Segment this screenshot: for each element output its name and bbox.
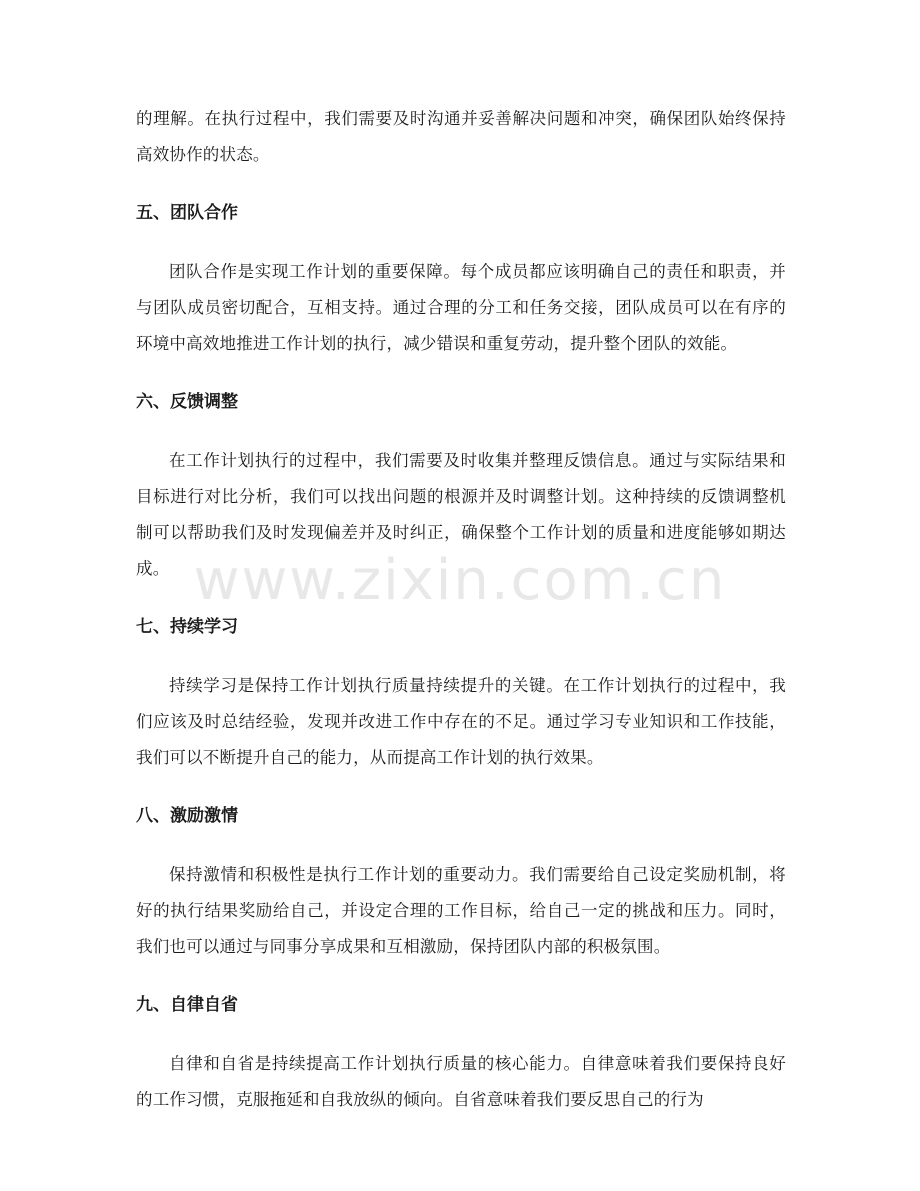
section-heading-9: 九、自律自省 <box>136 995 238 1015</box>
section-body-5: 团队合作是实现工作计划的重要保障。每个成员都应该明确自己的责任和职责，并与团队成员密切配合，互相支持。通过合理的分工和任务交接，团队成员可以在有序的环境中高效地推进工作计划的执行，减少错误和重复劳动，提升整个团队的效能。 <box>136 262 786 353</box>
section-body-9: 自律和自省是持续提高工作计划执行质量的核心能力。自律意味着我们要保持良好的工作习惯，克服拖延和自我放纵的倾向。自省意味着我们要反思自己的行为 <box>136 1054 786 1109</box>
section-heading-8: 八、激励激情 <box>136 806 238 826</box>
watermark: www.zixin.com.cn <box>193 548 727 613</box>
intro-paragraph: 的理解。在执行过程中，我们需要及时沟通并妥善解决问题和冲突，确保团队始终保持高效协作的状态。 <box>136 109 786 164</box>
section-heading-6: 六、反馈调整 <box>136 392 238 412</box>
section-body-7: 持续学习是保持工作计划执行质量持续提升的关键。在工作计划执行的过程中，我们应该及时总结经验，发现并改进工作中存在的不足。通过学习专业知识和工作技能，我们可以不断提升自己的能力，从而提高工作计划的执行效果。 <box>136 676 786 767</box>
section-body-8: 保持激情和积极性是执行工作计划的重要动力。我们需要给自己设定奖励机制，将好的执行结果奖励给自己，并设定合理的工作目标，给自己一定的挑战和压力。同时，我们也可以通过与同事分享成果和互相激励，保持团队内部的积极氛围。 <box>136 865 786 956</box>
section-body-6: 在工作计划执行的过程中，我们需要及时收集并整理反馈信息。通过与实际结果和目标进行对比分析，我们可以找出问题的根源并及时调整计划。这种持续的反馈调整机制可以帮助我们及时发现偏差并及时纠正，确保整个工作计划的质量和进度能够如期达成。 <box>136 451 786 578</box>
section-heading-5: 五、团队合作 <box>136 203 238 223</box>
section-heading-7: 七、持续学习 <box>136 617 238 637</box>
document-content <box>136 101 786 1118</box>
